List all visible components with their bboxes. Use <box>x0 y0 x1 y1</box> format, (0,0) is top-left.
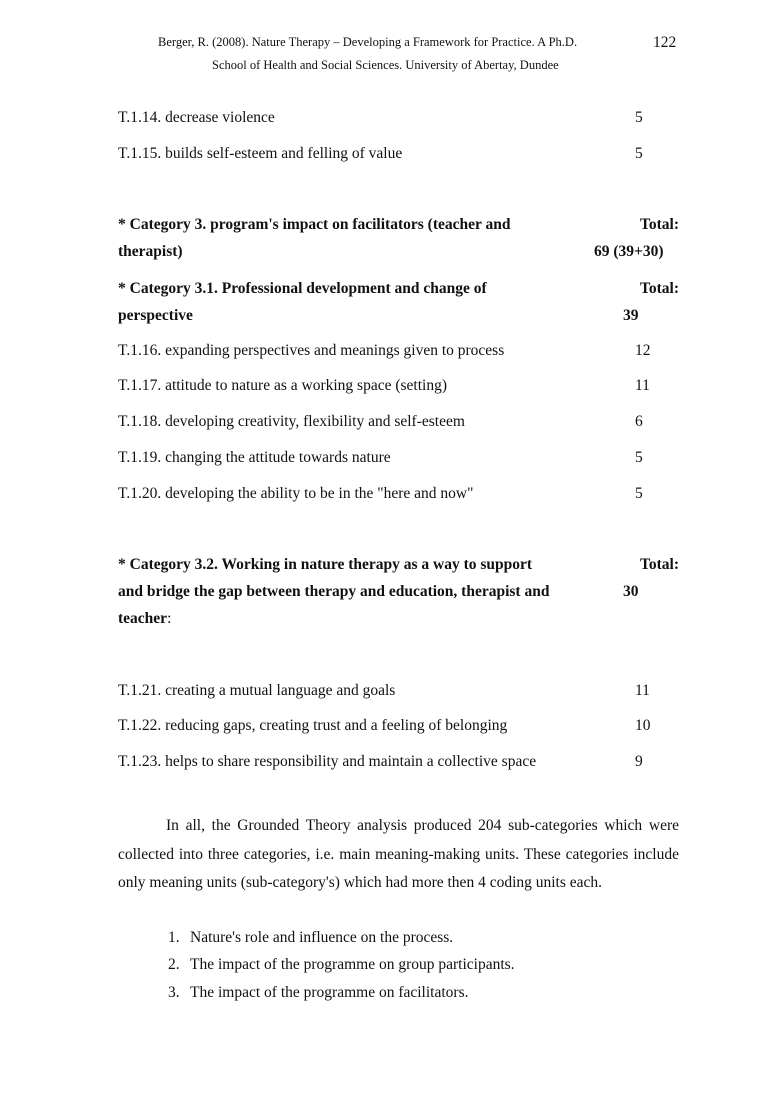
page-number: 122 <box>653 34 677 51</box>
total-value: 69 (39+30) <box>594 243 664 260</box>
row-value: 6 <box>635 413 643 430</box>
category-heading-line: * Category 3.2. Working in nature therapy as a way to support <box>118 556 533 573</box>
table-row <box>118 109 688 127</box>
row-value: 5 <box>635 109 643 126</box>
row-value: 10 <box>635 717 651 734</box>
total-label: Total: <box>639 556 679 573</box>
running-header-school: School of Health and Social Sciences. University of Abertay, Dundee <box>212 58 559 72</box>
row-label: T.1.18. developing creativity, flexibility and self-esteem <box>118 413 465 430</box>
table-row <box>118 145 688 163</box>
table-row <box>118 485 688 503</box>
list-item <box>168 984 468 1002</box>
row-value: 9 <box>635 753 643 770</box>
row-label: T.1.21. creating a mutual language and goals <box>118 682 396 699</box>
list-text: The impact of the programme on facilitators. <box>190 984 469 1001</box>
category-heading-line: * Category 3.1. Professional development and change of <box>118 280 487 297</box>
running-header-citation: Berger, R. (2008). Nature Therapy – Developing a Framework for Practice. A Ph.D. <box>158 35 578 49</box>
row-label: T.1.15. builds self-esteem and felling of value <box>118 145 403 162</box>
category-3-1-heading <box>118 275 487 329</box>
summary-paragraph <box>118 812 679 898</box>
row-label: T.1.14. decrease violence <box>118 109 275 126</box>
total-label: Total: <box>639 280 679 297</box>
category-3-1-total <box>600 275 679 329</box>
category-3-2-total <box>600 551 679 605</box>
row-label: T.1.20. developing the ability to be in the "here and now" <box>118 485 474 502</box>
list-text: The impact of the programme on group participants. <box>190 956 515 973</box>
row-label: T.1.22. reducing gaps, creating trust and a feeling of belonging <box>118 717 508 734</box>
row-value: 5 <box>635 145 643 162</box>
list-number: 2. <box>168 956 180 973</box>
table-row <box>118 753 688 771</box>
list-text: Nature's role and influence on the process. <box>190 929 454 946</box>
total-label: Total: <box>639 216 679 233</box>
row-value: 5 <box>635 485 643 502</box>
row-label: T.1.16. expanding perspectives and meanings given to process <box>118 342 505 359</box>
list-number: 3. <box>168 984 180 1001</box>
category-3-heading <box>118 211 510 265</box>
row-label: T.1.23. helps to share responsibility and maintain a collective space <box>118 753 537 770</box>
category-heading-line: therapist) <box>118 243 183 260</box>
row-label: T.1.17. attitude to nature as a working space (setting) <box>118 377 447 394</box>
table-row <box>118 449 688 467</box>
summary-text: In all, the Grounded Theory analysis produced 204 sub-categories which were collected into three categories, i.e. main meaning-making units. These categories include only meaning units (sub-category's) which had more then 4 coding units each. <box>118 817 679 891</box>
row-value: 5 <box>635 449 643 466</box>
category-heading-line: and bridge the gap between therapy and education, therapist and <box>118 583 550 600</box>
row-value: 11 <box>635 377 650 394</box>
list-item <box>168 956 515 974</box>
category-heading-line: perspective <box>118 307 193 324</box>
table-row <box>118 413 688 431</box>
total-value: 30 <box>623 583 639 600</box>
category-heading-line: teacher: <box>118 610 172 627</box>
table-row <box>118 682 688 700</box>
list-item <box>168 929 453 947</box>
total-value: 39 <box>623 307 639 324</box>
table-row <box>118 717 688 735</box>
category-heading-line: * Category 3. program's impact on facilitators (teacher and <box>118 216 511 233</box>
row-label: T.1.19. changing the attitude towards nature <box>118 449 391 466</box>
category-3-2-heading <box>118 551 549 632</box>
category-3-total <box>560 211 679 265</box>
row-value: 12 <box>635 342 651 359</box>
list-number: 1. <box>168 929 180 946</box>
table-row <box>118 377 688 395</box>
table-row <box>118 342 688 360</box>
row-value: 11 <box>635 682 650 699</box>
